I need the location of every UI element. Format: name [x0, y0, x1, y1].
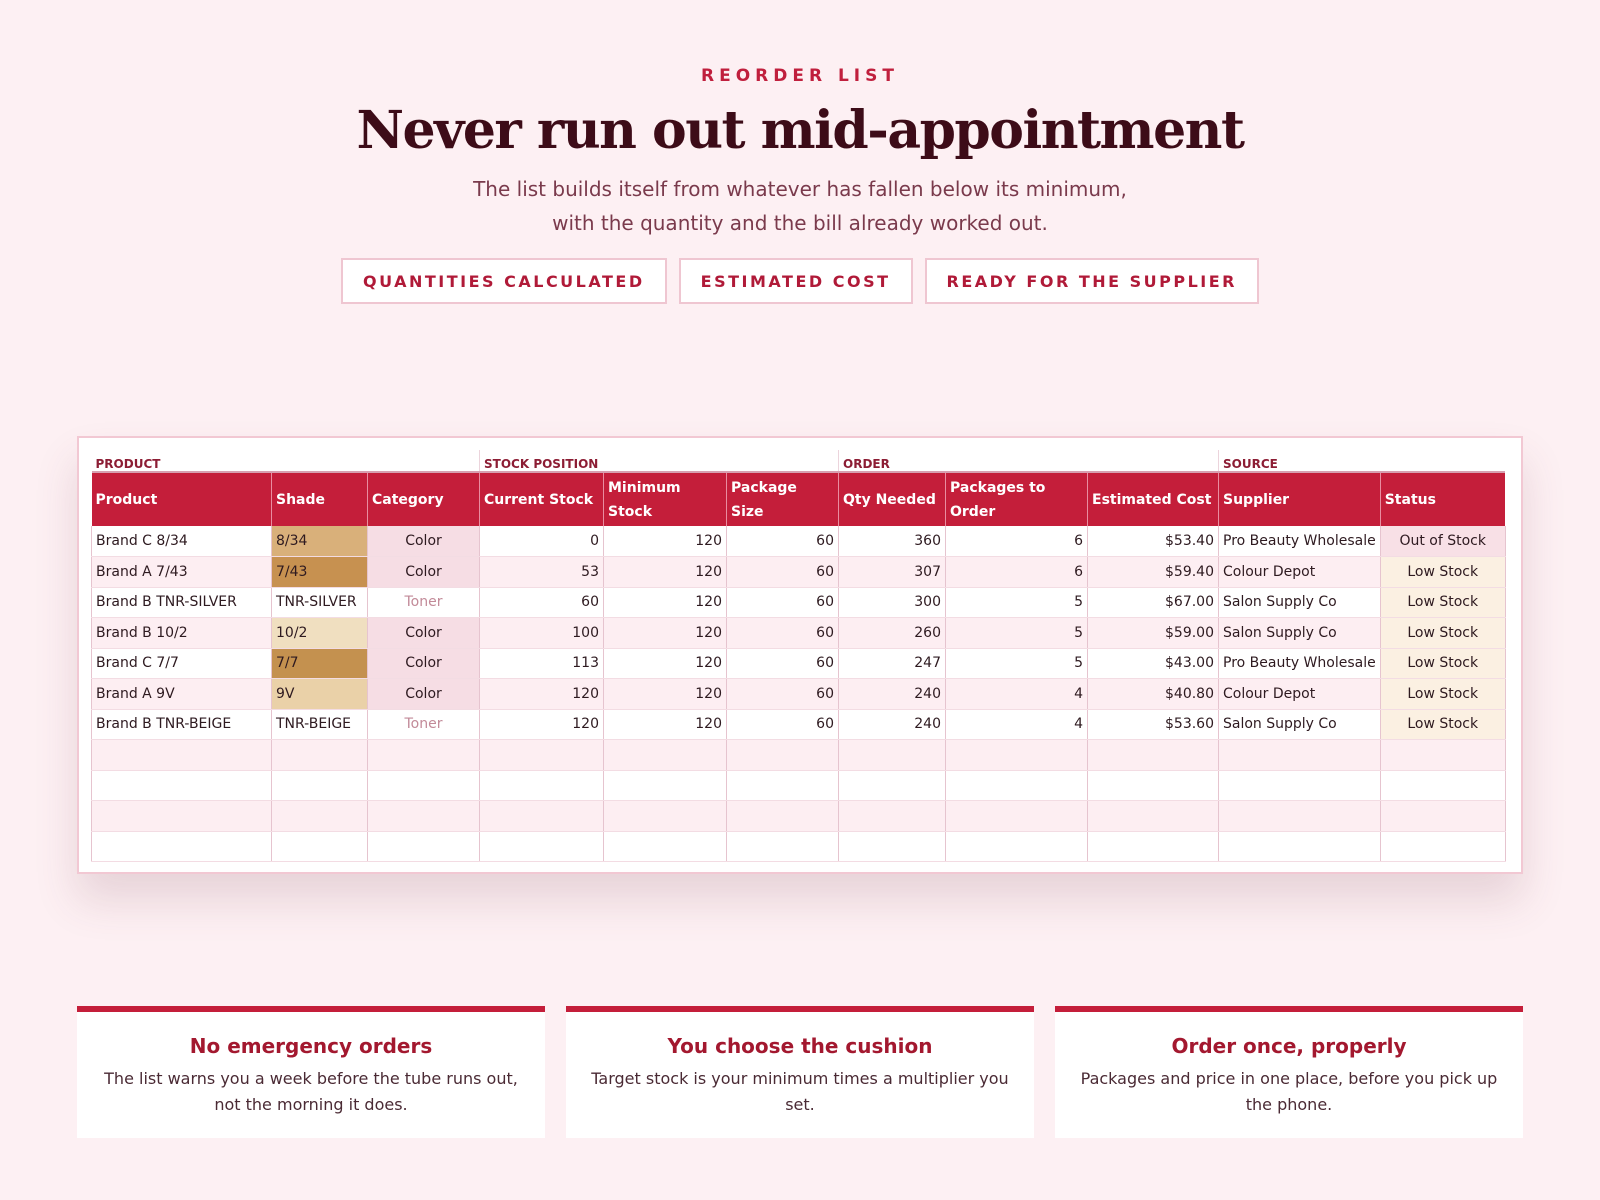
cell-packages-to-order[interactable]: 4	[946, 709, 1088, 740]
cell-packages-to-order[interactable]: 5	[946, 587, 1088, 618]
cell-category[interactable]	[368, 831, 480, 862]
cell-supplier[interactable]	[1219, 801, 1381, 832]
cell-product[interactable]: Brand C 7/7	[92, 648, 272, 679]
cell-minimum-stock[interactable]	[604, 770, 727, 801]
table-body	[92, 526, 1506, 862]
table-row	[92, 648, 1506, 679]
cell-status[interactable]: Low Stock	[1380, 587, 1505, 618]
cell-estimated-cost[interactable]	[1088, 770, 1219, 801]
cell-current-stock[interactable]	[480, 831, 604, 862]
group-source: SOURCE	[1219, 450, 1506, 472]
cell-package-size[interactable]	[727, 740, 839, 771]
cell-qty-needed[interactable]: 360	[839, 526, 946, 557]
cell-shade[interactable]: 9V	[272, 679, 368, 710]
cell-supplier[interactable]: Pro Beauty Wholesale	[1219, 526, 1381, 557]
cell-packages-to-order[interactable]	[946, 770, 1088, 801]
cell-qty-needed[interactable]: 240	[839, 679, 946, 710]
cell-category[interactable]	[368, 740, 480, 771]
cell-status[interactable]	[1380, 740, 1505, 771]
pill-estimated-cost: ESTIMATED COST	[679, 258, 913, 304]
table-row	[92, 709, 1506, 740]
col-package-size[interactable]: Package Size	[727, 472, 839, 526]
cell-category[interactable]: Color	[368, 618, 480, 649]
cell-shade[interactable]: 7/43	[272, 557, 368, 588]
cell-packages-to-order[interactable]: 6	[946, 526, 1088, 557]
cell-product[interactable]: Brand B TNR-SILVER	[92, 587, 272, 618]
cell-supplier[interactable]: Salon Supply Co	[1219, 587, 1381, 618]
benefit-card	[77, 1006, 545, 1138]
cell-qty-needed[interactable]	[839, 831, 946, 862]
cell-status[interactable]	[1380, 831, 1505, 862]
cell-category[interactable]: Color	[368, 648, 480, 679]
cell-shade[interactable]	[272, 801, 368, 832]
card-text: The list warns you a week before the tube runs out, not the morning it does.	[104, 1069, 518, 1114]
cell-estimated-cost[interactable]	[1088, 740, 1219, 771]
cell-status[interactable]	[1380, 801, 1505, 832]
empty-row	[92, 770, 1506, 801]
cell-package-size[interactable]: 60	[727, 557, 839, 588]
cell-packages-to-order[interactable]	[946, 831, 1088, 862]
cell-package-size[interactable]: 60	[727, 709, 839, 740]
cell-supplier[interactable]	[1219, 831, 1381, 862]
cell-product[interactable]: Brand B TNR-BEIGE	[92, 709, 272, 740]
page-subtitle: The list builds itself from whatever has fallen below its minimum, with the quantity and the bill already worked out.	[473, 177, 1127, 235]
cell-qty-needed[interactable]	[839, 801, 946, 832]
cell-package-size[interactable]: 60	[727, 526, 839, 557]
cell-status[interactable]: Out of Stock	[1380, 526, 1505, 557]
pill-quantities-calculated: QUANTITIES CALCULATED	[341, 258, 667, 304]
cell-estimated-cost[interactable]: $59.00	[1088, 618, 1219, 649]
cell-packages-to-order[interactable]	[946, 740, 1088, 771]
table-row	[92, 557, 1506, 588]
cell-supplier[interactable]: Colour Depot	[1219, 557, 1381, 588]
cell-status[interactable]: Low Stock	[1380, 648, 1505, 679]
cell-product[interactable]	[92, 831, 272, 862]
cell-qty-needed[interactable]	[839, 770, 946, 801]
cell-minimum-stock[interactable]: 120	[604, 618, 727, 649]
cell-current-stock[interactable]	[480, 770, 604, 801]
table-row	[92, 587, 1506, 618]
cell-minimum-stock[interactable]: 120	[604, 587, 727, 618]
cell-estimated-cost[interactable]: $43.00	[1088, 648, 1219, 679]
cell-product[interactable]	[92, 770, 272, 801]
cell-current-stock[interactable]: 100	[480, 618, 604, 649]
table-row	[92, 526, 1506, 557]
col-supplier[interactable]: Supplier	[1219, 472, 1381, 526]
benefit-cards	[77, 1006, 1523, 1138]
cell-minimum-stock[interactable]: 120	[604, 526, 727, 557]
cell-current-stock[interactable]: 60	[480, 587, 604, 618]
cell-qty-needed[interactable]: 247	[839, 648, 946, 679]
cell-current-stock[interactable]: 0	[480, 526, 604, 557]
cell-current-stock[interactable]: 120	[480, 709, 604, 740]
cell-current-stock[interactable]: 120	[480, 679, 604, 710]
cell-status[interactable]: Low Stock	[1380, 557, 1505, 588]
cell-minimum-stock[interactable]	[604, 740, 727, 771]
col-packages-to-order[interactable]: Packages to Order	[946, 472, 1088, 526]
cell-package-size[interactable]: 60	[727, 618, 839, 649]
cell-estimated-cost[interactable]: $53.40	[1088, 526, 1219, 557]
cell-category[interactable]: Color	[368, 526, 480, 557]
cell-product[interactable]: Brand A 7/43	[92, 557, 272, 588]
reorder-table	[91, 450, 1506, 862]
group-header-row	[92, 450, 1506, 472]
cell-supplier[interactable]	[1219, 740, 1381, 771]
cell-category[interactable]	[368, 770, 480, 801]
empty-row	[92, 801, 1506, 832]
cell-supplier[interactable]	[1219, 770, 1381, 801]
cell-product[interactable]	[92, 740, 272, 771]
card-title: You choose the cushion	[667, 1034, 933, 1058]
cell-qty-needed[interactable]: 240	[839, 709, 946, 740]
cell-product[interactable]: Brand A 9V	[92, 679, 272, 710]
spreadsheet-preview	[77, 436, 1523, 874]
cell-packages-to-order[interactable]: 5	[946, 648, 1088, 679]
cell-shade[interactable]: 8/34	[272, 526, 368, 557]
cell-package-size[interactable]: 60	[727, 648, 839, 679]
cell-packages-to-order[interactable]	[946, 801, 1088, 832]
cell-qty-needed[interactable]: 300	[839, 587, 946, 618]
cell-supplier[interactable]: Salon Supply Co	[1219, 709, 1381, 740]
table-row	[92, 679, 1506, 710]
cell-current-stock[interactable]	[480, 740, 604, 771]
cell-status[interactable]: Low Stock	[1380, 679, 1505, 710]
cell-minimum-stock[interactable]	[604, 831, 727, 862]
cell-package-size[interactable]: 60	[727, 587, 839, 618]
column-header-row	[92, 472, 1506, 526]
cell-shade[interactable]: TNR-BEIGE	[272, 709, 368, 740]
col-estimated-cost[interactable]: Estimated Cost	[1088, 472, 1219, 526]
card-text: Target stock is your minimum times a multiplier you set.	[591, 1069, 1009, 1114]
eyebrow-label: REORDER LIST	[701, 66, 899, 86]
cell-estimated-cost[interactable]	[1088, 831, 1219, 862]
feature-pills	[0, 258, 1600, 304]
cell-status[interactable]	[1380, 770, 1505, 801]
card-title: No emergency orders	[189, 1034, 433, 1058]
cell-qty-needed[interactable]: 260	[839, 618, 946, 649]
cell-packages-to-order[interactable]: 6	[946, 557, 1088, 588]
card-text: Packages and price in one place, before you pick up the phone.	[1080, 1069, 1498, 1114]
cell-package-size[interactable]: 60	[727, 679, 839, 710]
cell-shade[interactable]: 7/7	[272, 648, 368, 679]
cell-category[interactable]: Toner	[368, 709, 480, 740]
cell-product[interactable]	[92, 801, 272, 832]
cell-package-size[interactable]	[727, 801, 839, 832]
cell-product[interactable]: Brand B 10/2	[92, 618, 272, 649]
card-title: Order once, properly	[1171, 1034, 1407, 1058]
col-qty-needed[interactable]: Qty Needed	[839, 472, 946, 526]
group-order: ORDER	[839, 450, 1219, 472]
cell-current-stock[interactable]: 113	[480, 648, 604, 679]
cell-package-size[interactable]	[727, 770, 839, 801]
cell-estimated-cost[interactable]: $53.60	[1088, 709, 1219, 740]
cell-qty-needed[interactable]: 307	[839, 557, 946, 588]
cell-packages-to-order[interactable]: 5	[946, 618, 1088, 649]
cell-estimated-cost[interactable]: $67.00	[1088, 587, 1219, 618]
cell-minimum-stock[interactable]: 120	[604, 557, 727, 588]
cell-shade[interactable]: 10/2	[272, 618, 368, 649]
cell-shade[interactable]	[272, 740, 368, 771]
cell-category[interactable]: Color	[368, 679, 480, 710]
cell-supplier[interactable]: Pro Beauty Wholesale	[1219, 648, 1381, 679]
cell-category[interactable]: Color	[368, 557, 480, 588]
cell-current-stock[interactable]	[480, 801, 604, 832]
table-row	[92, 618, 1506, 649]
cell-minimum-stock[interactable]: 120	[604, 679, 727, 710]
cell-qty-needed[interactable]	[839, 740, 946, 771]
group-product: PRODUCT	[92, 450, 480, 472]
cell-shade[interactable]	[272, 770, 368, 801]
cell-status[interactable]: Low Stock	[1380, 618, 1505, 649]
cell-minimum-stock[interactable]: 120	[604, 648, 727, 679]
cell-packages-to-order[interactable]: 4	[946, 679, 1088, 710]
cell-status[interactable]: Low Stock	[1380, 709, 1505, 740]
cell-supplier[interactable]: Colour Depot	[1219, 679, 1381, 710]
cell-estimated-cost[interactable]: $59.40	[1088, 557, 1219, 588]
page-title: Never run out mid-appointment	[356, 100, 1244, 161]
cell-shade[interactable]	[272, 831, 368, 862]
col-current-stock[interactable]: Current Stock	[480, 472, 604, 526]
cell-shade[interactable]: TNR-SILVER	[272, 587, 368, 618]
cell-category[interactable]: Toner	[368, 587, 480, 618]
cell-package-size[interactable]	[727, 831, 839, 862]
col-category[interactable]: Category	[368, 472, 480, 526]
col-status[interactable]: Status	[1380, 472, 1505, 526]
pill-ready-for-supplier: READY FOR THE SUPPLIER	[925, 258, 1260, 304]
empty-row	[92, 831, 1506, 862]
cell-category[interactable]	[368, 801, 480, 832]
benefit-card	[566, 1006, 1034, 1138]
cell-current-stock[interactable]: 53	[480, 557, 604, 588]
cell-supplier[interactable]: Salon Supply Co	[1219, 618, 1381, 649]
col-product[interactable]: Product	[92, 472, 272, 526]
empty-row	[92, 740, 1506, 771]
benefit-card	[1055, 1006, 1523, 1138]
cell-estimated-cost[interactable]: $40.80	[1088, 679, 1219, 710]
col-shade[interactable]: Shade	[272, 472, 368, 526]
cell-minimum-stock[interactable]: 120	[604, 709, 727, 740]
cell-product[interactable]: Brand C 8/34	[92, 526, 272, 557]
cell-minimum-stock[interactable]	[604, 801, 727, 832]
col-minimum-stock[interactable]: Minimum Stock	[604, 472, 727, 526]
group-stock-position: STOCK POSITION	[480, 450, 839, 472]
cell-estimated-cost[interactable]	[1088, 801, 1219, 832]
